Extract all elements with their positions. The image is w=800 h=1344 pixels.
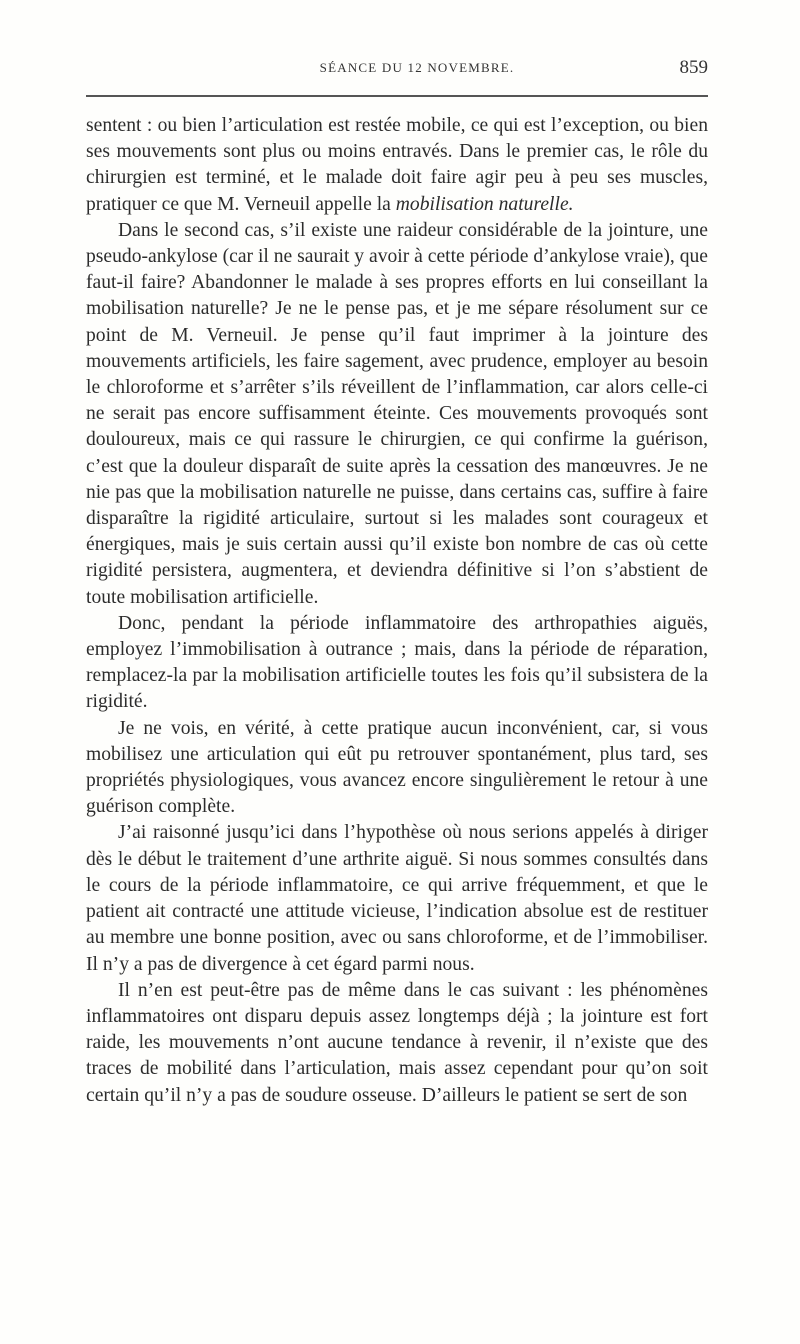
paragraph-6: Il n’en est peut-être pas de même dans le cas suivant : les phénomènes inflammatoires ont disparu depuis assez longtemps déjà ; la jointure est fort raide, les mouvements n’ont aucune tendance à revenir, il n’existe que des traces de mobilité dans l’articulation, mais assez cependant pour qu’on soit certain qu’il n’y a pas de soudure osseuse. D’ailleurs le patient se sert de son — [86, 979, 708, 1106]
running-title: SÉANCE DU 12 NOVEMBRE. — [319, 60, 515, 75]
page-header — [86, 57, 708, 90]
paragraph-1-text: sentent : ou bien l’articulation est restée mobile, ce qui est l’exception, ou bien ses mouvements sont plus ou moins entravés. Dans le premier cas, le rôle du chirurgien est terminé, et le malade doit faire agir peu à peu ses muscles, pratiquer ce que M. Verneuil appelle la — [86, 115, 708, 215]
header-rule — [86, 95, 708, 97]
emphasis-mobilisation-naturelle: mobilisation naturelle. — [395, 193, 574, 215]
paragraph-2: Dans le second cas, s’il existe une raideur considérable de la jointure, une pseudo-ankylose (car il ne saurait y avoir à cette période d’ankylose vraie), que faut-il faire? Abandonner le malade à ses propres efforts en lui conseillant la mobilisation naturelle? Je ne le pense pas, et je me sépare résolument sur ce point de M. Verneuil. Je pense qu’il faut imprimer à la jointure des mouvements artificiels, les faire sagement, avec prudence, employer au besoin le chloroforme et s’arrêter s’ils réveillent de l’inflammation, car alors celle-ci ne serait pas encore suffisamment éteinte. Ces mouvements provoqués sont douloureux, mais ce qui rassure le chirurgien, ce qui confirme la guérison, c’est que la douleur disparaît de suite après la cessation des manœuvres. Je ne nie pas que la mobilisation naturelle ne puisse, dans certains cas, suffire à faire disparaître la rigidité articulaire, surtout si les malades sont courageux et énergiques, mais je suis certain aussi qu’il existe bon nombre de cas où cette rigidité persistera, augmentera, et deviendra définitive si l’on s’abstient de toute mobilisation artificielle. — [86, 219, 708, 608]
page-number: 859 — [679, 57, 708, 78]
paragraph-1 — [86, 113, 708, 218]
paragraph-3: Donc, pendant la période inflammatoire des arthropathies aiguës, employez l’immobilisation à outrance ; mais, dans la période de réparation, remplacez-la par la mobilisation artificielle toutes les fois qu’il subsistera de la rigidité. — [86, 612, 708, 713]
body-text — [86, 113, 708, 1109]
paragraph-4: Je ne vois, en vérité, à cette pratique aucun inconvénient, car, si vous mobilisez une articulation qui eût pu retrouver spontanément, plus tard, ses propriétés physiologiques, vous avancez encore singulièrement le retour à une guérison complète. — [86, 717, 708, 818]
paragraph-5: J’ai raisonné jusqu’ici dans l’hypothèse où nous serions appelés à diriger dès le début le traitement d’une arthrite aiguë. Si nous sommes consultés dans le cours de la période inflammatoire, ce qui arrive fréquemment, et que le patient ait contracté une attitude vicieuse, l’indication absolue est de restituer au membre une bonne position, avec ou sans chloroforme, et de l’immobiliser. Il n’y a pas de divergence à cet égard parmi nous. — [86, 822, 708, 975]
